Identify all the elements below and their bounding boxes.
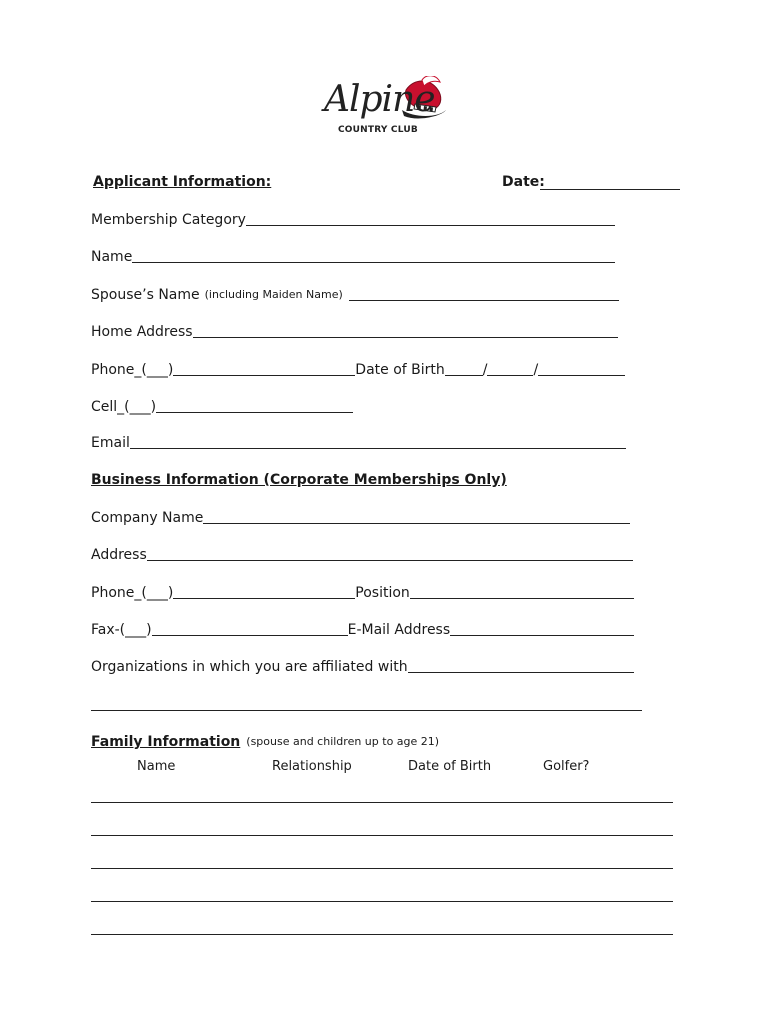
position-label: Position [355,585,410,601]
family-column-relationship: Relationship [272,759,352,774]
organizations-row [91,656,634,676]
date-line[interactable] [540,189,680,190]
home-address-label: Home Address [91,324,193,340]
membership-category-field[interactable] [246,211,615,226]
dob-label: Date of Birth [355,362,445,378]
business-address-label: Address [91,547,147,563]
applicant-heading: Applicant Information: [93,174,272,190]
fax-label: Fax-(___) [91,622,152,638]
company-name-label: Company Name [91,510,204,526]
business-address-row [91,544,633,564]
organizations-label: Organizations in which you are affiliated with [91,659,408,675]
spouse-name-field[interactable] [349,286,619,301]
email-field[interactable] [130,434,626,449]
family-note: (spouse and children up to age 21) [246,735,440,748]
home-address-row [91,321,618,341]
business-email-field[interactable] [450,621,634,636]
dob-separator: / [533,362,539,378]
cell-field[interactable] [156,398,353,413]
home-address-field[interactable] [193,323,618,338]
family-heading: Family Information [91,734,241,750]
business-phone-field[interactable] [173,584,355,599]
membership-category-label: Membership Category [91,212,246,228]
cell-row [91,396,353,416]
membership-category-row [91,209,615,229]
family-heading-row [91,731,511,751]
cell-label: Cell_(___) [91,399,157,415]
family-entry-line[interactable] [91,802,673,803]
dob-month-field[interactable] [445,361,483,376]
logo-subtitle: COUNTRY CLUB [338,125,418,135]
business-phone-label: Phone_(___) [91,585,174,601]
business-email-label: E-Mail Address [347,622,451,638]
email-row [91,432,626,452]
spouse-name-row [91,284,619,304]
position-field[interactable] [410,584,634,599]
company-name-row [91,507,630,527]
spouse-name-note: (including Maiden Name) [204,288,343,301]
organizations-field[interactable] [408,658,634,673]
business-phone-position-row [91,582,634,602]
family-entry-line[interactable] [91,835,673,836]
name-label: Name [91,249,133,265]
phone-dob-row [91,359,625,379]
name-row [91,246,615,266]
dob-day-field[interactable] [487,361,533,376]
name-field[interactable] [132,248,615,263]
business-address-field[interactable] [147,546,633,561]
family-column-dob: Date of Birth [408,759,492,774]
logo-script-text: Alpine [324,79,435,120]
dob-year-field[interactable] [538,361,625,376]
fax-field[interactable] [152,621,348,636]
phone-field[interactable] [173,361,355,376]
family-column-golfer: Golfer? [543,759,590,774]
family-entry-line[interactable] [91,934,673,935]
date-field[interactable] [502,173,680,193]
company-name-field[interactable] [203,509,630,524]
business-heading: Business Information (Corporate Memberships Only) [91,472,507,488]
dob-separator: / [482,362,488,378]
family-entry-line[interactable] [91,868,673,869]
fax-email-row [91,619,634,639]
family-column-name: Name [137,759,176,774]
family-entry-line[interactable] [91,901,673,902]
phone-label: Phone_(___) [91,362,174,378]
date-label: Date: [502,174,545,190]
club-logo [318,76,450,152]
spouse-name-label: Spouse’s Name [91,287,200,303]
email-label: Email [91,435,130,451]
organizations-continuation-line[interactable] [91,710,642,711]
